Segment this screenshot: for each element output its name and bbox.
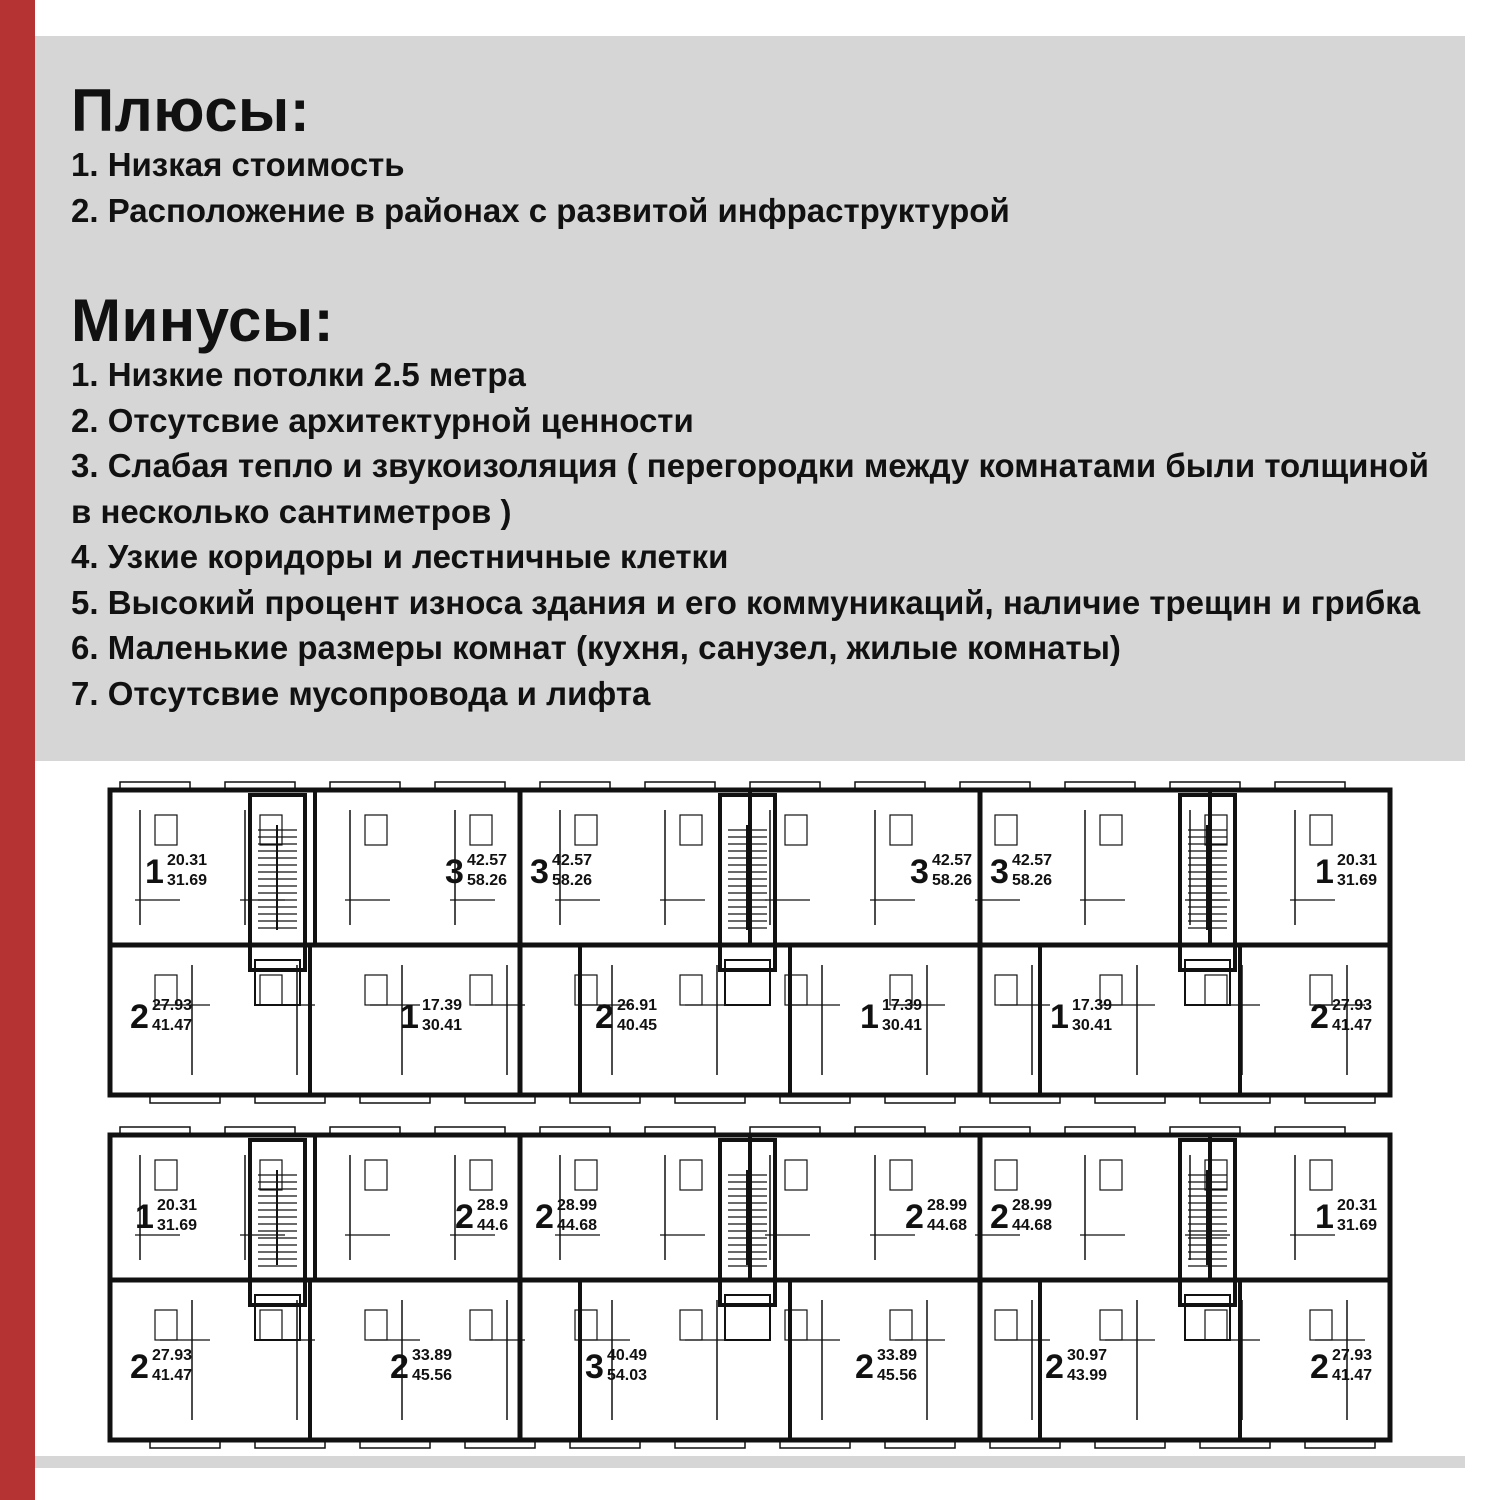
cons-heading: Минусы: (71, 287, 335, 354)
living-area: 20.31 (1337, 852, 1378, 869)
apartment-label (1315, 1197, 1377, 1236)
total-area: 41.47 (152, 1017, 193, 1034)
apartment-label (400, 997, 462, 1036)
room-count: 1 (135, 1198, 154, 1236)
room-count: 1 (1050, 998, 1069, 1036)
total-area: 58.26 (467, 872, 508, 889)
living-area: 40.49 (607, 1347, 648, 1364)
room-count: 2 (130, 1348, 149, 1386)
total-area: 43.99 (1067, 1367, 1108, 1384)
living-area: 27.93 (1332, 1347, 1373, 1364)
apartment-label (130, 997, 192, 1036)
room-count: 3 (990, 853, 1009, 891)
room-count: 3 (445, 853, 464, 891)
total-area: 40.45 (617, 1017, 658, 1034)
apartment-label (455, 1197, 508, 1236)
living-area: 17.39 (882, 997, 923, 1014)
room-count: 2 (595, 998, 614, 1036)
room-count: 2 (130, 998, 149, 1036)
total-area: 44.6 (477, 1217, 509, 1234)
total-area: 58.26 (1012, 872, 1053, 889)
living-area: 28.99 (927, 1197, 968, 1214)
total-area: 31.69 (1337, 1217, 1378, 1234)
apartment-label (145, 852, 207, 891)
pros-item: 2. Расположение в районах с развитой инфраструктурой (71, 191, 1010, 229)
room-count: 2 (905, 1198, 924, 1236)
living-area: 28.99 (557, 1197, 598, 1214)
cons-item: 6. Маленькие размеры комнат (кухня, санузел, жилые комнаты) (71, 629, 1121, 666)
room-count: 2 (1310, 998, 1329, 1036)
apartment-label (1045, 1347, 1107, 1386)
living-area: 27.93 (152, 997, 193, 1014)
cons-item: 7. Отсутсвие мусопровода и лифта (71, 674, 651, 712)
pros-item: 1. Низкая стоимость (71, 146, 405, 183)
apartment-label (1310, 997, 1372, 1036)
total-area: 41.47 (1332, 1367, 1373, 1384)
total-area: 58.26 (932, 872, 973, 889)
total-area: 30.41 (422, 1017, 463, 1034)
cons-item: 1. Низкие потолки 2.5 метра (71, 356, 526, 393)
room-count: 2 (1310, 1348, 1329, 1386)
living-area: 33.89 (412, 1347, 453, 1364)
total-area: 30.41 (1072, 1017, 1113, 1034)
apartment-label (390, 1347, 452, 1386)
apartment-label (585, 1347, 647, 1386)
total-area: 31.69 (157, 1217, 198, 1234)
living-area: 27.93 (152, 1347, 193, 1364)
room-count: 2 (855, 1348, 874, 1386)
living-area: 26.91 (617, 997, 658, 1014)
total-area: 41.47 (152, 1367, 193, 1384)
bottom-divider (35, 1456, 1465, 1468)
total-area: 30.41 (882, 1017, 923, 1034)
total-area: 41.47 (1332, 1017, 1373, 1034)
cons-item: 5. Высокий процент износа здания и его коммуникаций, наличие трещин и грибка (71, 583, 1421, 621)
apartment-label (445, 852, 507, 891)
total-area: 58.26 (552, 872, 593, 889)
living-area: 17.39 (1072, 997, 1113, 1014)
apartment-label (1310, 1347, 1372, 1386)
apartment-label (130, 1347, 192, 1386)
room-count: 3 (910, 853, 929, 891)
total-area: 45.56 (877, 1367, 918, 1384)
total-area: 44.68 (557, 1217, 598, 1234)
total-area: 31.69 (167, 872, 208, 889)
total-area: 45.56 (412, 1367, 453, 1384)
room-count: 1 (860, 998, 879, 1036)
living-area: 17.39 (422, 997, 463, 1014)
total-area: 44.68 (927, 1217, 968, 1234)
living-area: 30.97 (1067, 1347, 1108, 1364)
room-count: 1 (1315, 853, 1334, 891)
left-accent-bar (0, 0, 35, 1500)
room-count: 3 (585, 1348, 604, 1386)
living-area: 42.57 (932, 852, 973, 869)
living-area: 42.57 (1012, 852, 1053, 869)
apartment-label (535, 1197, 597, 1236)
living-area: 28.99 (1012, 1197, 1053, 1214)
room-count: 2 (1045, 1348, 1064, 1386)
total-area: 31.69 (1337, 872, 1378, 889)
cons-item: 3. Слабая тепло и звукоизоляция ( перегородки между комнатами были толщиной в несколько сантиметров ) (71, 447, 1429, 530)
living-area: 42.57 (552, 852, 593, 869)
apartment-label (135, 1197, 197, 1236)
apartment-label (990, 852, 1052, 891)
room-count: 2 (990, 1198, 1009, 1236)
cons-item: 2. Отсутсвие архитектурной ценности (71, 401, 694, 439)
room-count: 2 (390, 1348, 409, 1386)
room-count: 2 (455, 1198, 474, 1236)
living-area: 28.9 (477, 1197, 509, 1214)
living-area: 42.57 (467, 852, 508, 869)
floor-plan (100, 770, 1410, 1455)
room-count: 1 (145, 853, 164, 891)
apartment-label (530, 852, 592, 891)
room-count: 1 (1315, 1198, 1334, 1236)
apartment-label (595, 997, 657, 1036)
total-area: 54.03 (607, 1367, 648, 1384)
living-area: 33.89 (877, 1347, 918, 1364)
pros-cons-text (71, 77, 1451, 716)
apartment-label (905, 1197, 967, 1236)
apartment-label (1050, 997, 1112, 1036)
pros-heading: Плюсы: (71, 77, 311, 144)
room-count: 1 (400, 998, 419, 1036)
apartment-label (1315, 852, 1377, 891)
total-area: 44.68 (1012, 1217, 1053, 1234)
apartment-label (990, 1197, 1052, 1236)
living-area: 20.31 (1337, 1197, 1378, 1214)
floor-plan-drawing (100, 770, 1410, 1455)
apartment-label (860, 997, 922, 1036)
cons-item: 4. Узкие коридоры и лестничные клетки (71, 538, 729, 575)
apartment-label (855, 1347, 917, 1386)
apartment-label (910, 852, 972, 891)
living-area: 20.31 (157, 1197, 198, 1214)
room-count: 2 (535, 1198, 554, 1236)
living-area: 27.93 (1332, 997, 1373, 1014)
room-count: 3 (530, 853, 549, 891)
living-area: 20.31 (167, 852, 208, 869)
